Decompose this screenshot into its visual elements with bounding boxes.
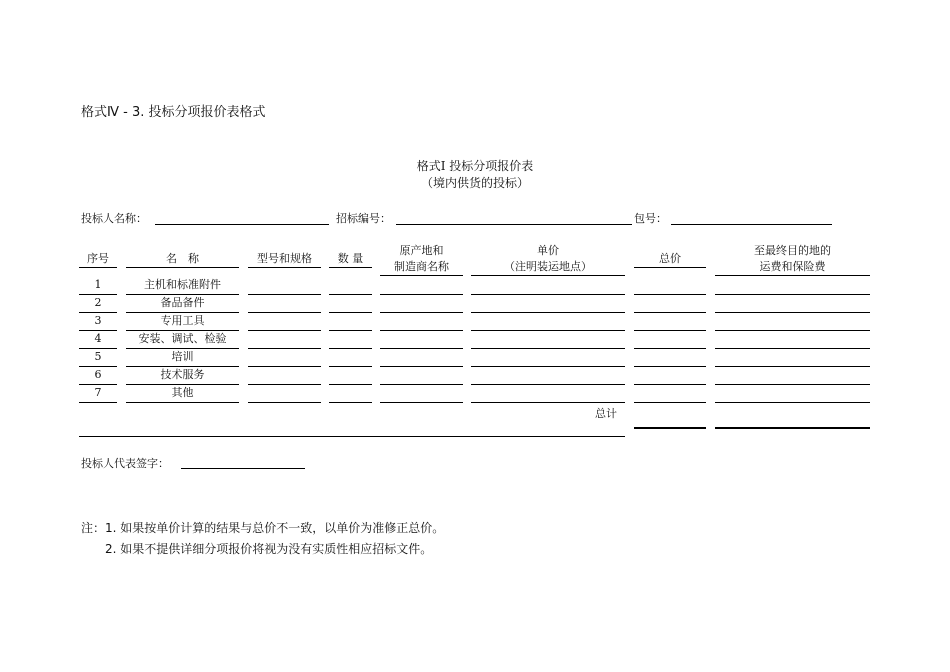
header-rule	[715, 275, 870, 276]
row-name: 主机和标准附件	[144, 278, 221, 291]
row-rule	[79, 294, 117, 295]
form-title: 格式Ⅰ 投标分项报价表	[416, 159, 534, 173]
row-rule[interactable]	[329, 384, 372, 385]
row-rule	[126, 294, 239, 295]
header-rule	[634, 267, 706, 268]
row-rule[interactable]	[380, 348, 463, 349]
header-origin-line1: 原产地和	[399, 244, 444, 257]
header-origin-line2: 制造商名称	[394, 260, 449, 273]
row-seq: 4	[94, 332, 102, 345]
header-rule	[248, 267, 321, 268]
sum-label: 总计	[595, 407, 617, 420]
header-rule	[471, 275, 625, 276]
row-name: 培训	[171, 350, 194, 363]
row-seq: 7	[94, 386, 102, 399]
row-rule[interactable]	[380, 402, 463, 403]
package-label: 包号：	[634, 212, 667, 225]
row-rule[interactable]	[634, 330, 706, 331]
row-rule	[79, 384, 117, 385]
table-bottom-rule	[79, 436, 625, 437]
row-rule[interactable]	[248, 330, 321, 331]
row-rule[interactable]	[329, 330, 372, 331]
row-rule[interactable]	[471, 294, 625, 295]
row-rule	[79, 402, 117, 403]
header-seq: 序号	[87, 252, 109, 265]
header-name: 名 称	[166, 252, 199, 265]
row-rule[interactable]	[715, 312, 870, 313]
header-total: 总价	[659, 252, 681, 265]
row-rule[interactable]	[329, 366, 372, 367]
row-name: 备品备件	[160, 296, 205, 309]
row-rule[interactable]	[248, 384, 321, 385]
row-rule	[79, 366, 117, 367]
row-rule[interactable]	[471, 402, 625, 403]
row-rule[interactable]	[248, 402, 321, 403]
row-rule	[79, 330, 117, 331]
header-rule	[79, 267, 117, 268]
row-rule	[126, 402, 239, 403]
row-rule[interactable]	[248, 348, 321, 349]
package-field[interactable]	[671, 224, 832, 225]
row-rule[interactable]	[634, 384, 706, 385]
row-rule[interactable]	[471, 348, 625, 349]
row-rule[interactable]	[634, 348, 706, 349]
row-rule[interactable]	[248, 366, 321, 367]
sum-total-field[interactable]	[634, 427, 706, 429]
row-rule	[79, 348, 117, 349]
row-rule[interactable]	[380, 312, 463, 313]
header-unit-price-line2: （注明装运地点）	[504, 260, 592, 273]
row-rule[interactable]	[329, 348, 372, 349]
bidder-name-label: 投标人名称：	[81, 212, 147, 225]
row-name: 专用工具	[160, 314, 205, 327]
signature-field[interactable]	[181, 468, 305, 469]
row-rule[interactable]	[715, 402, 870, 403]
sum-freight-field[interactable]	[715, 427, 870, 429]
row-rule[interactable]	[248, 312, 321, 313]
row-rule[interactable]	[329, 312, 372, 313]
header-rule	[380, 275, 463, 276]
header-qty: 数 量	[337, 252, 364, 265]
row-rule[interactable]	[380, 366, 463, 367]
row-rule[interactable]	[471, 330, 625, 331]
header-freight-line2: 运费和保险费	[759, 260, 826, 273]
row-seq: 2	[94, 296, 102, 309]
row-rule[interactable]	[634, 294, 706, 295]
note-line-2: 2. 如果不提供详细分项报价将视为没有实质性相应招标文件。	[105, 542, 433, 556]
row-rule[interactable]	[380, 330, 463, 331]
row-rule[interactable]	[715, 294, 870, 295]
row-name: 其他	[171, 386, 194, 399]
header-model: 型号和规格	[257, 252, 312, 265]
row-rule	[79, 312, 117, 313]
row-seq: 5	[94, 350, 102, 363]
row-rule[interactable]	[248, 294, 321, 295]
row-rule[interactable]	[715, 366, 870, 367]
row-seq: 1	[94, 278, 102, 291]
row-rule	[126, 348, 239, 349]
row-rule[interactable]	[471, 366, 625, 367]
row-rule	[126, 366, 239, 367]
row-rule	[126, 312, 239, 313]
row-rule	[126, 384, 239, 385]
row-name: 安装、调试、检验	[138, 332, 227, 345]
bidder-name-field[interactable]	[155, 224, 329, 225]
row-rule[interactable]	[634, 402, 706, 403]
form-subtitle: （境内供货的投标）	[420, 176, 529, 190]
row-seq: 3	[94, 314, 102, 327]
row-rule[interactable]	[329, 402, 372, 403]
row-rule[interactable]	[634, 366, 706, 367]
page-heading: 格式Ⅳ - 3. 投标分项报价表格式	[81, 105, 266, 120]
row-rule[interactable]	[715, 330, 870, 331]
signature-label: 投标人代表签字：	[81, 457, 169, 470]
row-rule[interactable]	[329, 294, 372, 295]
row-rule[interactable]	[715, 348, 870, 349]
header-unit-price-line1: 单价	[537, 244, 559, 257]
row-rule[interactable]	[471, 384, 625, 385]
row-rule[interactable]	[715, 384, 870, 385]
row-rule	[126, 330, 239, 331]
tender-no-field[interactable]	[396, 224, 632, 225]
row-name: 技术服务	[160, 368, 205, 381]
row-rule[interactable]	[634, 312, 706, 313]
header-rule	[329, 267, 372, 268]
row-rule[interactable]	[380, 384, 463, 385]
note-line-1: 注：1. 如果按单价计算的结果与总价不一致，以单价为准修正总价。	[81, 521, 445, 535]
header-rule	[126, 267, 239, 268]
row-seq: 6	[94, 368, 102, 381]
row-rule[interactable]	[380, 294, 463, 295]
tender-no-label: 招标编号：	[336, 212, 391, 225]
row-rule[interactable]	[471, 312, 625, 313]
header-freight-line1: 至最终目的地的	[754, 244, 831, 257]
